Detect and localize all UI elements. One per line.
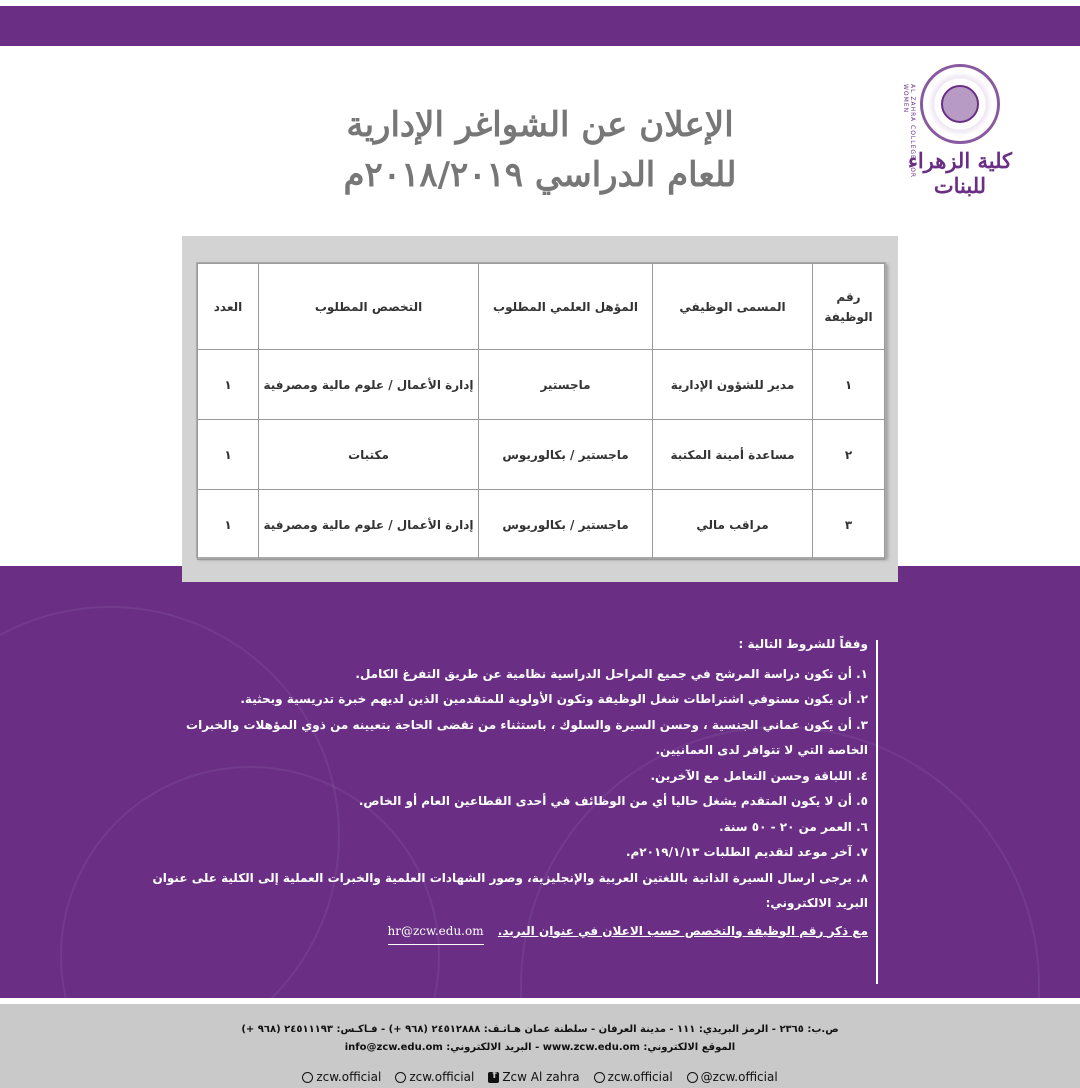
facebook-icon xyxy=(488,1072,499,1083)
social-facebook[interactable]: f Zcw Al zahra xyxy=(488,1070,579,1084)
conditions-divider xyxy=(876,640,878,984)
condition-item: ١. أن تكون دراسة المرشح في جميع المراحل الدراسية نظامية عن طريق التفرغ الكامل. xyxy=(355,666,868,681)
condition-item: ٤. اللباقة وحسن التعامل مع الآخرين. xyxy=(650,768,868,783)
table-row xyxy=(198,420,885,490)
cell-job-title: مراقب مالي xyxy=(653,490,813,560)
social-youtube[interactable]: zcw.official xyxy=(594,1070,673,1084)
table-row xyxy=(198,490,885,560)
college-logo xyxy=(896,62,1024,198)
condition-item: ٧. آخر موعد لتقديم الطلبات ٢٠١٩/١/١٣م. xyxy=(625,845,868,859)
header-job-number: رقم الوظيفة xyxy=(813,264,885,350)
cell-specialization: إدارة الأعمال / علوم مالية ومصرفية xyxy=(259,350,479,420)
footer xyxy=(0,998,1080,1088)
vacancies-table-frame xyxy=(182,236,898,582)
logo-emblem-icon xyxy=(920,64,1000,144)
social-snapchat[interactable]: @zcw.official xyxy=(687,1070,778,1084)
title-line-1: الإعلان عن الشواغر الإدارية xyxy=(346,105,734,145)
cell-qualification: ماجستير / بكالوريوس xyxy=(479,490,653,560)
youtube-icon xyxy=(594,1072,605,1083)
instagram-icon xyxy=(302,1072,313,1083)
cell-count: ١ xyxy=(198,490,259,560)
conditions-list xyxy=(150,632,868,945)
cell-count: ١ xyxy=(198,350,259,420)
cell-job-title: مساعدة أمينة المكتبة xyxy=(653,420,813,490)
cell-count: ١ xyxy=(198,420,259,490)
email-row xyxy=(150,919,868,946)
footer-band xyxy=(0,1004,1080,1088)
top-purple-bar xyxy=(0,6,1080,46)
header-qualification: المؤهل العلمي المطلوب xyxy=(479,264,653,350)
vacancies-table xyxy=(196,262,886,558)
condition-item: ٨. يرجى ارسال السيرة الذاتية باللغتين العربية والإنجليزية، وصور الشهادات العلمية والخبرات العملية إلى الكلية على عنوان البريد الالكتروني: xyxy=(152,870,868,910)
condition-item: ٢. أن يكون مستوفي اشتراطات شغل الوظيفة وتكون الأولوية للمتقدمين الذين لديهم خبرة تدريسية وبحثية. xyxy=(240,692,868,706)
logo-english-text: AL ZAHRA COLLEGE FOR WOMEN xyxy=(902,84,916,179)
social-twitter[interactable]: zcw.official xyxy=(395,1070,474,1084)
cell-specialization: مكتبات xyxy=(259,420,479,490)
cell-job-number: ٣ xyxy=(813,490,885,560)
footer-web-email: الموقع الالكتروني: www.zcw.edu.om - البريد الالكتروني: info@zcw.edu.om xyxy=(344,1042,736,1053)
cell-job-title: مدير للشؤون الإدارية xyxy=(653,350,813,420)
footer-address: ص.ب: ٢٣٦٥ - الرمز البريدي: ١١١ - مدينة العرفان - سلطنة عمان هـاتـف: ٢٤٥١٢٨٨٨ (٩٦٨ +) - فـاكـس: ٢٤٥١١١٩٣ (٩٦٨ +) xyxy=(241,1024,839,1035)
email-note: مع ذكر رقم الوظيفة والتخصص حسب الاعلان في عنوان البريد. xyxy=(497,923,868,938)
social-links xyxy=(0,1070,1080,1084)
page-title xyxy=(300,100,780,200)
condition-item: ٥. أن لا يكون المتقدم يشغل حاليا أي من الوظائف في أحدى القطاعين العام أو الخاص. xyxy=(358,794,868,808)
cell-qualification: ماجستير / بكالوريوس xyxy=(479,420,653,490)
cell-job-number: ٢ xyxy=(813,420,885,490)
table-row xyxy=(198,350,885,420)
table-header-row xyxy=(198,264,885,350)
twitter-icon xyxy=(395,1072,406,1083)
cell-qualification: ماجستير xyxy=(479,350,653,420)
conditions-intro: وفقاً للشروط التالية : xyxy=(738,637,868,651)
condition-item: ٣. أن يكون عماني الجنسية ، وحسن السيرة والسلوك ، باستثناء من تقضى الحاجة بتعيينه من ذوي المؤهلات والخبرات الخاصة التي لا تتوافر لدى العمانيين. xyxy=(186,717,868,757)
snapchat-icon xyxy=(687,1072,698,1083)
logo-arabic-text: كلية الزهراء للبنات xyxy=(907,148,1013,198)
header-count: العدد xyxy=(198,264,259,350)
title-line-2: للعام الدراسي ٢٠١٨/٢٠١٩م xyxy=(343,155,737,195)
header-job-title: المسمى الوظيفي xyxy=(653,264,813,350)
email-link[interactable]: hr@zcw.edu.om xyxy=(388,919,484,946)
cell-job-number: ١ xyxy=(813,350,885,420)
top-band xyxy=(0,0,1080,46)
condition-item: ٦. العمر من ٢٠ - ٥٠ سنة. xyxy=(719,819,868,834)
social-instagram[interactable]: zcw.official xyxy=(302,1070,381,1084)
cell-specialization: إدارة الأعمال / علوم مالية ومصرفية xyxy=(259,490,479,560)
header-specialization: التخصص المطلوب xyxy=(259,264,479,350)
